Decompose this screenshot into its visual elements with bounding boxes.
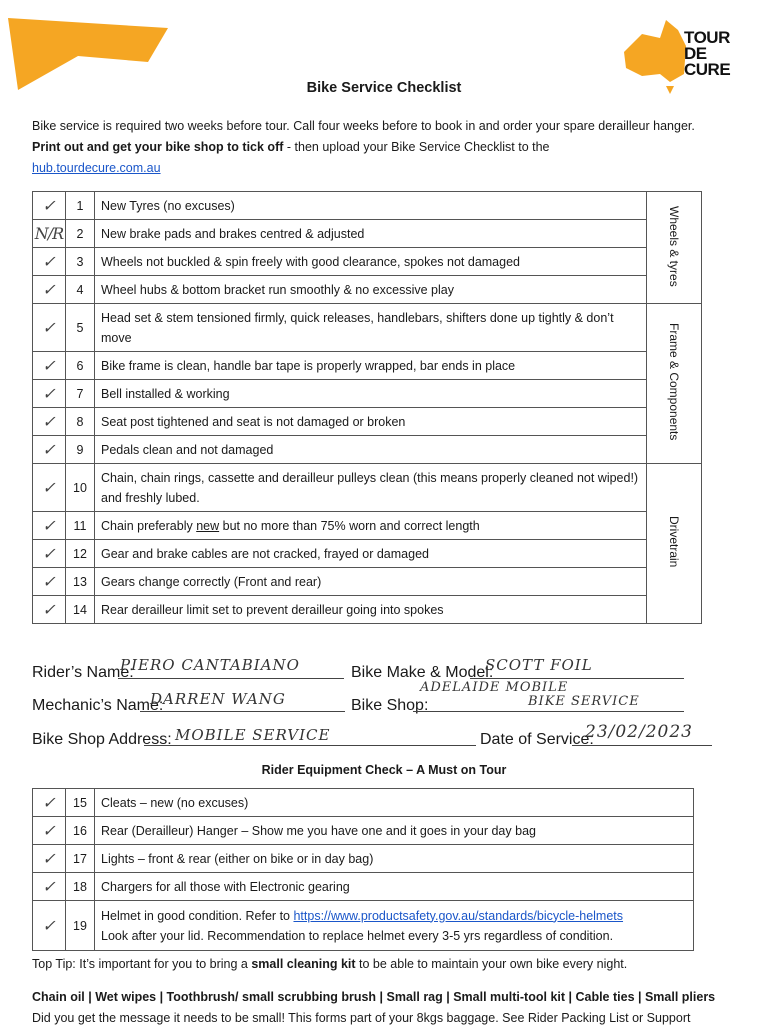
bike-shop-field[interactable] bbox=[413, 711, 684, 712]
item-text: Wheels not buckled & spin freely with good clearance, spokes not damaged bbox=[95, 248, 647, 276]
item-text: New Tyres (no excuses) bbox=[95, 192, 647, 220]
tick-mark[interactable]: ✓ bbox=[33, 304, 66, 352]
tick-mark[interactable]: ✓ bbox=[33, 380, 66, 408]
intro-paragraph: Bike service is required two weeks before tour. Call four weeks before to book in and order your spare derailleur hanger. Print out and get your bike shop to tick off - then upload your Bike Service Checklist to the hub.tourdecure.com.au bbox=[32, 119, 695, 175]
item-text: Gears change correctly (Front and rear) bbox=[95, 568, 647, 596]
date-of-service-value: 23/02/2023 bbox=[585, 722, 693, 742]
tick-mark[interactable]: ✓ bbox=[33, 408, 66, 436]
checklist-row bbox=[33, 276, 702, 304]
equipment-row bbox=[33, 873, 694, 901]
checklist-row bbox=[33, 436, 702, 464]
item-number: 2 bbox=[66, 220, 95, 248]
item-number: 17 bbox=[66, 845, 95, 873]
tick-mark[interactable]: ✓ bbox=[33, 817, 66, 845]
checklist-row bbox=[33, 248, 702, 276]
logo-text: TOUR DE CURE bbox=[684, 28, 731, 79]
checklist-row bbox=[33, 220, 702, 248]
tick-mark[interactable]: N/R bbox=[33, 220, 66, 248]
item-number: 13 bbox=[66, 568, 95, 596]
item-number: 8 bbox=[66, 408, 95, 436]
item-text: Cleats – new (no excuses) bbox=[95, 789, 694, 817]
item-text: Chain, chain rings, cassette and derailleur pulleys clean (this means properly cleaned not wiped!) and freshly lubed. bbox=[95, 464, 647, 512]
mechanic-name-field[interactable] bbox=[140, 711, 345, 712]
item-text: Seat post tightened and seat is not damaged or broken bbox=[95, 408, 647, 436]
equipment-row bbox=[33, 789, 694, 817]
item-number: 18 bbox=[66, 873, 95, 901]
date-of-service-field[interactable] bbox=[572, 745, 712, 746]
shop-address-field[interactable] bbox=[144, 745, 476, 746]
item-number: 11 bbox=[66, 512, 95, 540]
tick-mark[interactable]: ✓ bbox=[33, 540, 66, 568]
checklist-row bbox=[33, 512, 702, 540]
item-number: 6 bbox=[66, 352, 95, 380]
hub-link[interactable]: hub.tourdecure.com.au bbox=[32, 161, 161, 175]
checklist-row bbox=[33, 352, 702, 380]
tick-mark[interactable]: ✓ bbox=[33, 568, 66, 596]
tick-mark[interactable]: ✓ bbox=[33, 192, 66, 220]
top-tip: Top Tip: It’s important for you to bring a small cleaning kit to be able to maintain your own bike every night. bbox=[32, 957, 628, 971]
item-text: Rear derailleur limit set to prevent derailleur going into spokes bbox=[95, 596, 647, 624]
item-number: 5 bbox=[66, 304, 95, 352]
bike-make-field[interactable] bbox=[470, 678, 684, 679]
tick-mark[interactable]: ✓ bbox=[33, 352, 66, 380]
bike-shop-value-1: ADELAIDE MOBILE bbox=[420, 680, 569, 695]
rider-name-value: PIERO CANTABIANO bbox=[120, 656, 300, 674]
item-text: Bike frame is clean, handle bar tape is properly wrapped, bar ends in place bbox=[95, 352, 647, 380]
tick-mark[interactable]: ✓ bbox=[33, 845, 66, 873]
item-number: 9 bbox=[66, 436, 95, 464]
equipment-row bbox=[33, 845, 694, 873]
item-text: Lights – front & rear (either on bike or in day bag) bbox=[95, 845, 694, 873]
tick-mark[interactable]: ✓ bbox=[33, 276, 66, 304]
checklist-row bbox=[33, 464, 702, 512]
checklist-row bbox=[33, 304, 702, 352]
tick-mark[interactable]: ✓ bbox=[33, 596, 66, 624]
rider-name-label: Rider’s Name: bbox=[32, 664, 134, 681]
group-wheels-tyres: Wheels & tyres bbox=[647, 192, 702, 304]
service-checklist-table bbox=[32, 191, 702, 624]
equipment-title: Rider Equipment Check – A Must on Tour bbox=[261, 763, 507, 777]
mechanic-name-label: Mechanic’s Name: bbox=[32, 697, 164, 714]
equipment-row bbox=[33, 901, 694, 951]
tick-mark[interactable]: ✓ bbox=[33, 248, 66, 276]
equipment-check-table bbox=[32, 788, 694, 951]
item-number: 16 bbox=[66, 817, 95, 845]
checklist-row bbox=[33, 540, 702, 568]
item-number: 10 bbox=[66, 464, 95, 512]
baggage-message: Did you get the message it needs to be small! This forms part of your 8kgs baggage. See Rider Packing List or Support bbox=[32, 1011, 691, 1025]
checklist-row bbox=[33, 568, 702, 596]
bike-make-label: Bike Make & Model: bbox=[351, 664, 494, 681]
item-number: 1 bbox=[66, 192, 95, 220]
tick-mark[interactable]: ✓ bbox=[33, 512, 66, 540]
shop-address-label: Bike Shop Address: bbox=[32, 731, 172, 748]
page-title: Bike Service Checklist bbox=[306, 80, 462, 96]
bike-shop-label: Bike Shop: bbox=[351, 697, 429, 714]
group-frame-components: Frame & Components bbox=[647, 304, 702, 464]
item-number: 7 bbox=[66, 380, 95, 408]
tick-mark[interactable]: ✓ bbox=[33, 873, 66, 901]
item-number: 3 bbox=[66, 248, 95, 276]
cleaning-kit-list: Chain oil | Wet wipes | Toothbrush/ small scrubbing brush | Small rag | Small multi-tool kit | Cable ties | Small pliers bbox=[32, 990, 716, 1004]
tick-mark[interactable]: ✓ bbox=[33, 901, 66, 951]
item-text: Helmet in good condition. Refer to https://www.productsafety.gov.au/standards/bicycle-helmets Look after your lid. Recommendation to replace helmet every 3-5 yrs regardless of condition. bbox=[95, 901, 694, 951]
item-number: 15 bbox=[66, 789, 95, 817]
item-text: Chain preferably new but no more than 75% worn and correct length bbox=[95, 512, 647, 540]
item-text: Rear (Derailleur) Hanger – Show me you have one and it goes in your day bag bbox=[95, 817, 694, 845]
mechanic-name-value: DARREN WANG bbox=[150, 690, 286, 708]
item-text: Head set & stem tensioned firmly, quick releases, handlebars, shifters done up tightly & don’t move bbox=[95, 304, 647, 352]
tick-mark[interactable]: ✓ bbox=[33, 464, 66, 512]
bike-make-value: SCOTT FOIL bbox=[485, 656, 593, 674]
item-number: 4 bbox=[66, 276, 95, 304]
item-text: New brake pads and brakes centred & adjusted bbox=[95, 220, 647, 248]
item-text: Chargers for all those with Electronic gearing bbox=[95, 873, 694, 901]
bike-shop-value-2: BIKE SERVICE bbox=[528, 694, 640, 709]
tick-mark[interactable]: ✓ bbox=[33, 436, 66, 464]
checklist-row bbox=[33, 596, 702, 624]
tick-mark[interactable]: ✓ bbox=[33, 789, 66, 817]
item-text: Bell installed & working bbox=[95, 380, 647, 408]
helmet-standards-link[interactable]: https://www.productsafety.gov.au/standards/bicycle-helmets bbox=[293, 908, 624, 923]
item-text: Gear and brake cables are not cracked, frayed or damaged bbox=[95, 540, 647, 568]
date-of-service-label: Date of Service: bbox=[480, 731, 594, 748]
checklist-row bbox=[33, 192, 702, 220]
item-number: 14 bbox=[66, 596, 95, 624]
group-drivetrain: Drivetrain bbox=[647, 464, 702, 624]
checklist-row bbox=[33, 380, 702, 408]
item-number: 12 bbox=[66, 540, 95, 568]
rider-name-field[interactable] bbox=[118, 678, 344, 679]
checklist-row bbox=[33, 408, 702, 436]
shop-address-value: MOBILE SERVICE bbox=[175, 726, 331, 744]
item-text: Wheel hubs & bottom bracket run smoothly & no excessive play bbox=[95, 276, 647, 304]
item-text: Pedals clean and not damaged bbox=[95, 436, 647, 464]
equipment-row bbox=[33, 817, 694, 845]
item-number: 19 bbox=[66, 901, 95, 951]
